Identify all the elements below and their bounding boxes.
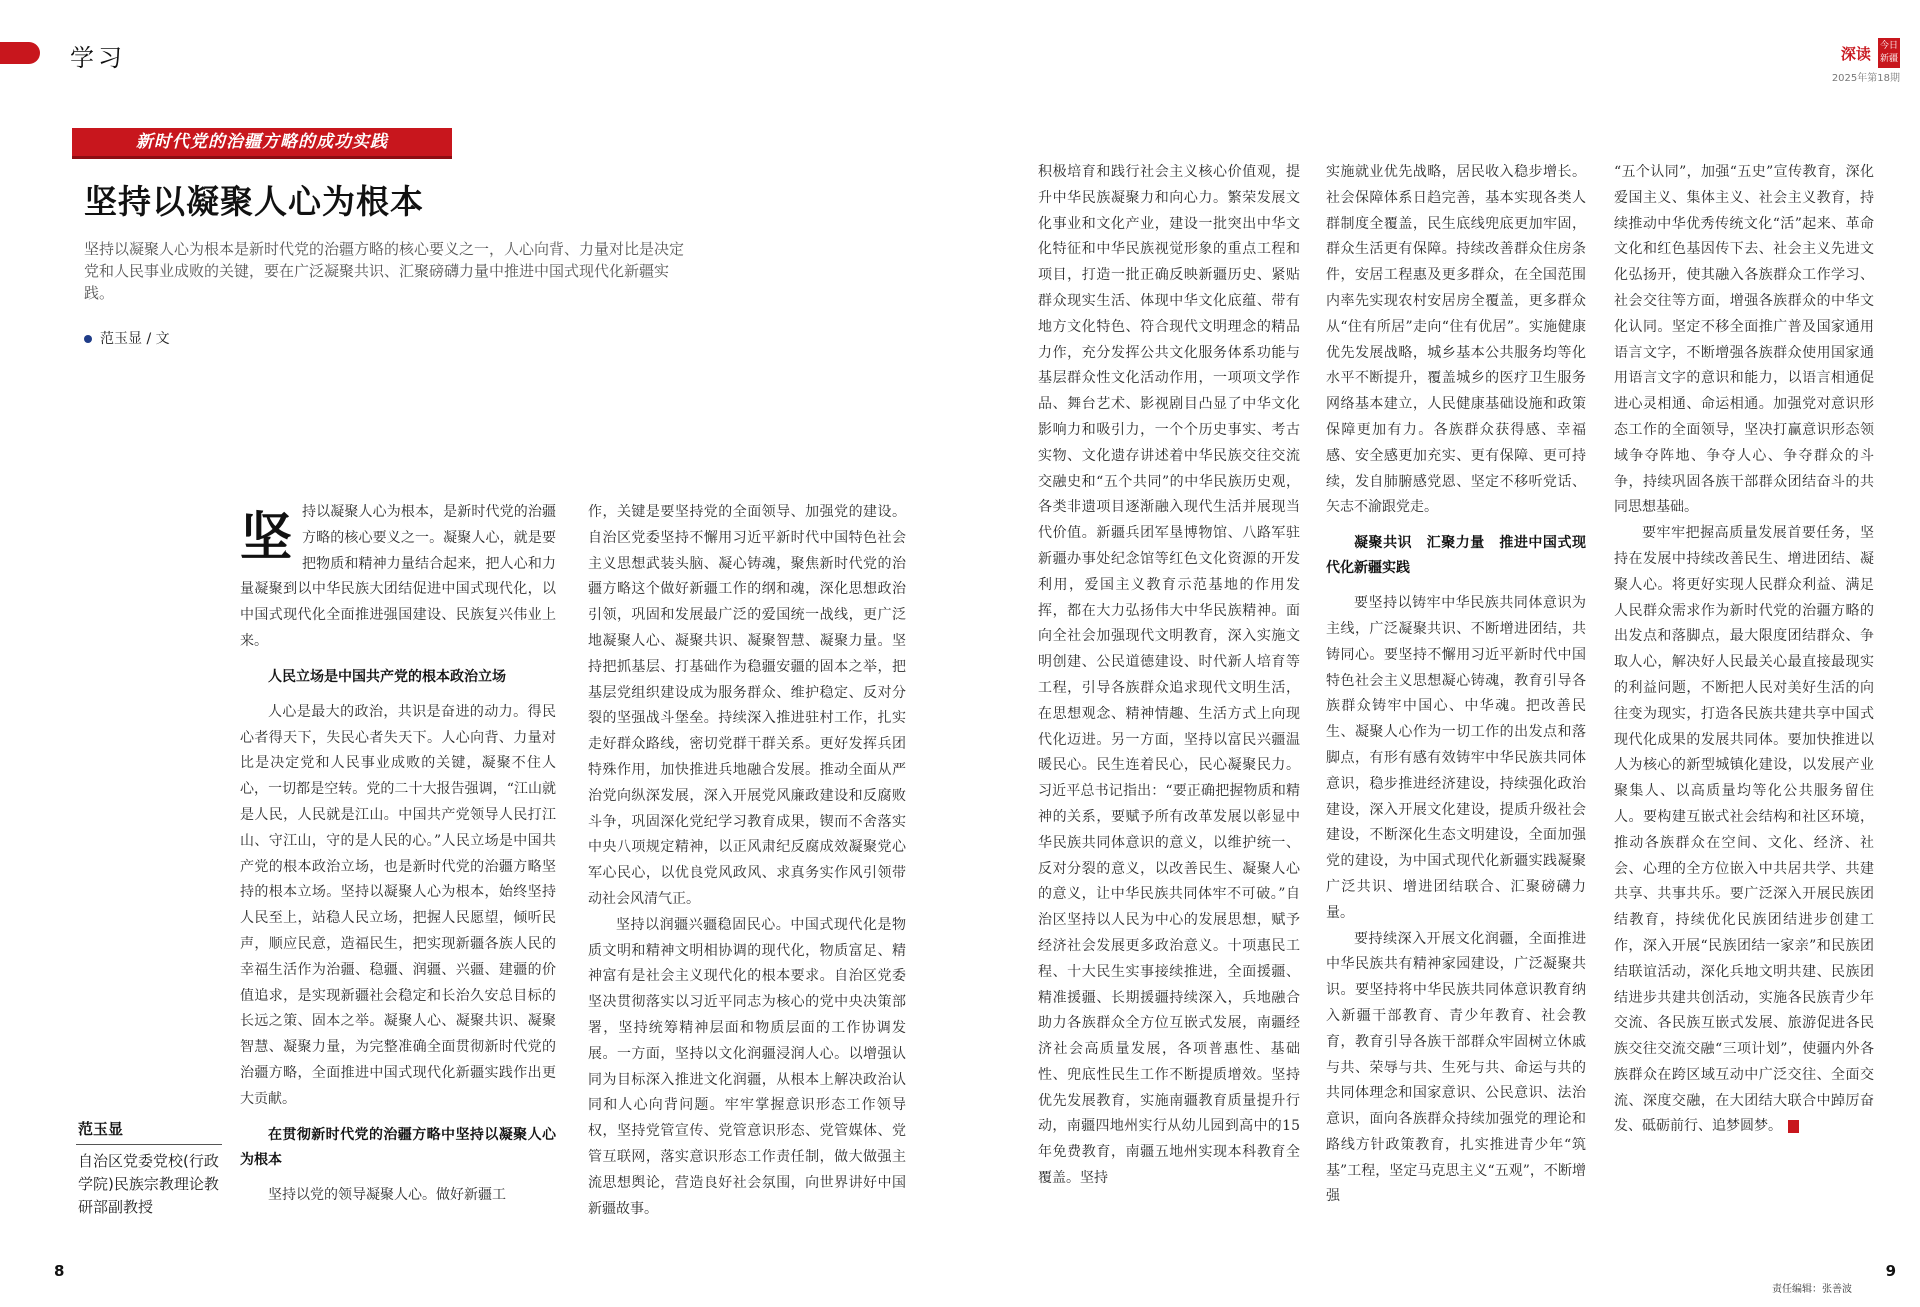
brand-name: 深读 bbox=[1840, 44, 1871, 63]
text-column-3 bbox=[1038, 160, 1300, 1192]
byline-text: 范玉显 / 文 bbox=[100, 331, 170, 347]
paragraph-text: 要牢牢把握高质量发展首要任务，坚持在发展中持续改善民生、增进团结、凝聚人心。将更好实现人民群众利益、满足人民群众需求作为新时代党的治疆方略的出发点和落脚点，最大限度团结群众、争取人心，解决好人民最关心最直接最现实的利益问题，不断把人民对美好生活的向往变为现实，打造各民族共建共享中国式现代化成果的发展共同体。要加快推进以人为核心的新型城镇化建设，以发展产业聚集人、以高质量均等化公共服务留住人。要构建互嵌式社会结构和社区环境，推动各族群众在空间、文化、经济、社会、心理的全方位嵌入中共居共学、共建共享、共事共乐。要广泛深入开展民族团结教育，持续优化民族团结进步创建工作，深入开展“民族团结一家亲”和民族团结联谊活动，深化兵地文明共建、民族团结进步共建共创活动，实施各民族青少年交流、各民族互嵌式发展、旅游促进各民族交往交流交融“三项计划”，使疆内外各族群众在跨区域互动中广泛交往、全面交流、深度交融，在大团结大联合中踔厉奋发、砥砺前行、追梦圆梦。 bbox=[1614, 525, 1874, 1135]
brand-logo: 今日新疆 bbox=[1878, 38, 1900, 68]
drop-cap: 坚 bbox=[240, 508, 293, 568]
section-label: 学习 bbox=[70, 44, 126, 72]
end-mark-icon bbox=[1788, 1120, 1799, 1133]
masthead bbox=[1832, 38, 1900, 84]
page-number-right: 9 bbox=[1885, 1262, 1896, 1280]
paragraph bbox=[1614, 521, 1874, 1140]
text-column-2 bbox=[588, 500, 906, 1222]
article-lead: 坚持以凝聚人心为根本是新时代党的治疆方略的核心要义之一，人心向背、力量对比是决定党和人民事业成败的关键，要在广泛凝聚共识、汇聚磅礴力量中推进中国式现代化新疆实践。 bbox=[84, 240, 685, 302]
text-column-4 bbox=[1326, 160, 1586, 1210]
paragraph: 积极培育和践行社会主义核心价值观，提升中华民族凝聚力和向心力。繁荣发展文化事业和文化产业，建设一批突出中华文化特征和中华民族视觉形象的重点工程和项目，打造一批正确反映新疆历史、紧贴群众现实生活、体现中华文化底蕴、带有地方文化特色、符合现代文明理念的精品力作，充分发挥公共文化服务体系功能与基层群众性文化活动作用，一项项文学作品、舞台艺术、影视剧目凸显了中华文化影响力和吸引力，一个个历史事实、考古实物、文化遗存讲述着中华民族交往交流交融史和“五个共同”的中华民族历史观，各类非遗项目逐渐融入现代生活并展现当代价值。新疆兵团军垦博物馆、八路军驻新疆办事处纪念馆等红色文化资源的开发利用，爱国主义教育示范基地的作用发挥，都在大力弘扬伟大中华民族精神。面向全社会加强现代文明教育，深入实施文明创建、公民道德建设、时代新人培育等工程，引导各族群众追求现代文明生活，在思想观念、精神情趣、生活方式上向现代化迈进。另一方面，坚持以富民兴疆温暖民心。民生连着民心，民心凝聚民力。习近平总书记指出：“要正确把握物质和精神的关系，要赋予所有改革发展以彰显中华民族共同体意识的意义，以维护统一、反对分裂的意义，以改善民生、凝聚人心的意义，让中华民族共同体牢不可破。”自治区坚持以人民为中心的发展思想，赋予经济社会发展更多政治意义。十项惠民工程、十大民生实事接续推进，全面援疆、精准援疆、长期援疆持续深入，兵地融合助力各族群众全方位互嵌式发展，南疆经济社会高质量发展，各项普惠性、基础性、兜底性民生工作不断提质增效。坚持优先发展教育，实施南疆教育质量提升行动，南疆四地州实行从幼儿园到高中的15年免费教育，南疆五地州实现本科教育全覆盖。坚持 bbox=[1038, 164, 1300, 1187]
section-tab-marker bbox=[0, 42, 40, 64]
column-banner: 新时代党的治疆方略的成功实践 bbox=[72, 128, 452, 159]
byline bbox=[84, 328, 170, 348]
paragraph: 要持续深入开展文化润疆，全面推进中华民族共有精神家园建设，广泛凝聚共识。要坚持将中华民族共同体意识教育纳入新疆干部教育、青少年教育、社会教育，教育引导各族干部群众牢固树立休戚与共、荣辱与共、生死与共、命运与共的共同体理念和国家意识、公民意识、法治意识，面向各族群众持续加强党的理论和路线方针政策教育，扎实推进青少年“筑基”工程，坚定马克思主义“五观”，不断增强 bbox=[1326, 930, 1586, 1205]
subheading: 人民立场是中国共产党的根本政治立场 bbox=[268, 668, 506, 685]
author-name: 范玉显 bbox=[78, 1120, 124, 1138]
issue-number: 2025年第18期 bbox=[1831, 73, 1900, 84]
paragraph: 持以凝聚人心为根本，是新时代党的治疆方略的核心要义之一。凝聚人心，就是要把物质和精神力量结合起来，把人心和力量凝聚到以中华民族大团结促进中国式现代化，以中国式现代化全面推进强国建设、民族复兴伟业上来。 bbox=[240, 504, 556, 649]
paragraph: 实施就业优先战略，居民收入稳步增长。社会保障体系日趋完善，基本实现各类人群制度全覆盖，民生底线兜底更加牢固，群众生活更有保障。持续改善群众住房条件，安居工程惠及更多群众，在全国范围内率先实现农村安居房全覆盖，更多群众从“住有所居”走向“住有优居”。实施健康优先发展战略，城乡基本公共服务均等化水平不断提升，覆盖城乡的医疗卫生服务网络基本建立，人民健康基础设施和政策保障更加有力。各族群众获得感、幸福感、安全感更加充实、更有保障、更可持续，发自肺腑感党恩、坚定不移听党话、矢志不渝跟党走。 bbox=[1326, 164, 1586, 516]
paragraph: “五个认同”，加强“五史”宣传教育，深化爱国主义、集体主义、社会主义教育，持续推动中华优秀传统文化“活”起来、革命文化和红色基因传下去、社会主义先进文化弘扬开，使其融入各族群众工作学习、社会交往等方面，增强各族群众的中华文化认同。坚定不移全面推广普及国家通用语言文字，不断增强各族群众使用国家通用语言文字的意识和能力，以语言相通促进心灵相通、命运相通。加强党对意识形态工作的全面领导，坚决打赢意识形态领域争夺阵地、争夺人心、争夺群众的斗争，持续巩固各族干部群众团结奋斗的共同思想基础。 bbox=[1614, 164, 1874, 516]
paragraph: 坚持以润疆兴疆稳固民心。中国式现代化是物质文明和精神文明相协调的现代化，物质富足、精神富有是社会主义现代化的根本要求。自治区党委坚决贯彻落实以习近平同志为核心的党中央决策部署，坚持统筹精神层面和物质层面的工作协调发展。一方面，坚持以文化润疆浸润人心。以增强认同为目标深入推进文化润疆，从根本上解决政治认同和人心向背问题。牢牢掌握意识形态工作领导权，坚持党管宣传、党管意识形态、党管媒体、党管互联网，落实意识形态工作责任制，做大做强主流思想舆论，营造良好社会氛围，向世界讲好中国新疆故事。 bbox=[588, 916, 906, 1217]
article-title: 坚持以凝聚人心为根本 bbox=[84, 182, 424, 221]
text-column-5 bbox=[1614, 160, 1874, 1140]
bullet-dot-icon bbox=[84, 335, 92, 343]
page-number-left: 8 bbox=[54, 1262, 65, 1280]
paragraph: 坚持以党的领导凝聚人心。做好新疆工 bbox=[268, 1186, 506, 1203]
paragraph: 人心是最大的政治，共识是奋进的动力。得民心者得天下，失民心者失天下。人心向背、力量对比是决定党和人民事业成败的关键，凝聚不住人心，一切都是空转。党的二十大报告强调，“江山就是人民，人民就是江山。中国共产党领导人民打江山、守江山，守的是人民的心。”人民立场是中国共产党的根本政治立场，也是新时代党的治疆方略坚持的根本立场。坚持以凝聚人心为根本，始终坚持人民至上，站稳人民立场，把握人民愿望，倾听民声，顺应民意，造福民生，把实现新疆各族人民的幸福生活作为治疆、稳疆、润疆、兴疆、建疆的价值追求，是实现新疆社会稳定和长治久安总目标的长远之策、固本之举。凝聚人心、凝聚共识、凝聚智慧、凝聚力量，为完整准确全面贯彻新时代党的治疆方略，全面推进中国式现代化新疆实践作出更大贡献。 bbox=[240, 703, 556, 1107]
author-divider bbox=[76, 1144, 222, 1145]
author-bio: 自治区党委党校(行政学院)民族宗教理论教研部副教授 bbox=[78, 1152, 219, 1216]
text-column-1 bbox=[240, 500, 556, 1208]
paragraph: 作，关键是要坚持党的全面领导、加强党的建设。自治区党委坚持不懈用习近平新时代中国特色社会主义思想武装头脑、凝心铸魂，聚焦新时代党的治疆方略这个做好新疆工作的纲和魂，深化思想政治引领，巩固和发展最广泛的爱国统一战线，更广泛地凝聚人心、凝聚共识、凝聚智慧、凝聚力量。坚持把抓基层、打基础作为稳疆安疆的固本之举，把基层党组织建设成为服务群众、维护稳定、反对分裂的坚强战斗堡垒。持续深入推进驻村工作，扎实走好群众路线，密切党群干群关系。更好发挥兵团特殊作用，加快推进兵地融合发展。推动全面从严治党向纵深发展，深入开展党风廉政建设和反腐败斗争，巩固深化党纪学习教育成果，锲而不舍落实中央八项规定精神，以正风肃纪反腐成效凝聚党心军心民心，以优良党风政风、求真务实作风引领带动社会风清气正。 bbox=[588, 504, 906, 907]
paragraph: 要坚持以铸牢中华民族共同体意识为主线，广泛凝聚共识、不断增进团结，共铸同心。要坚持不懈用习近平新时代中国特色社会主义思想凝心铸魂，教育引导各族群众铸牢中国心、中华魂。把改善民生、凝聚人心作为一切工作的出发点和落脚点，有形有感有效铸牢中华民族共同体意识，稳步推进经济建设，持续强化政治建设，深入开展文化建设，提质升级社会建设，不断深化生态文明建设，全面加强党的建设，为中国式现代化新疆实践凝聚广泛共识、增进团结联合、汇聚磅礴力量。 bbox=[1326, 595, 1586, 921]
editor-credit: 责任编辑：张善波 bbox=[1772, 1284, 1852, 1295]
subheading: 凝聚共识 汇聚力量 推进中国式现代化新疆实践 bbox=[1326, 535, 1586, 577]
subheading: 在贯彻新时代党的治疆方略中坚持以凝聚人心为根本 bbox=[240, 1126, 556, 1168]
